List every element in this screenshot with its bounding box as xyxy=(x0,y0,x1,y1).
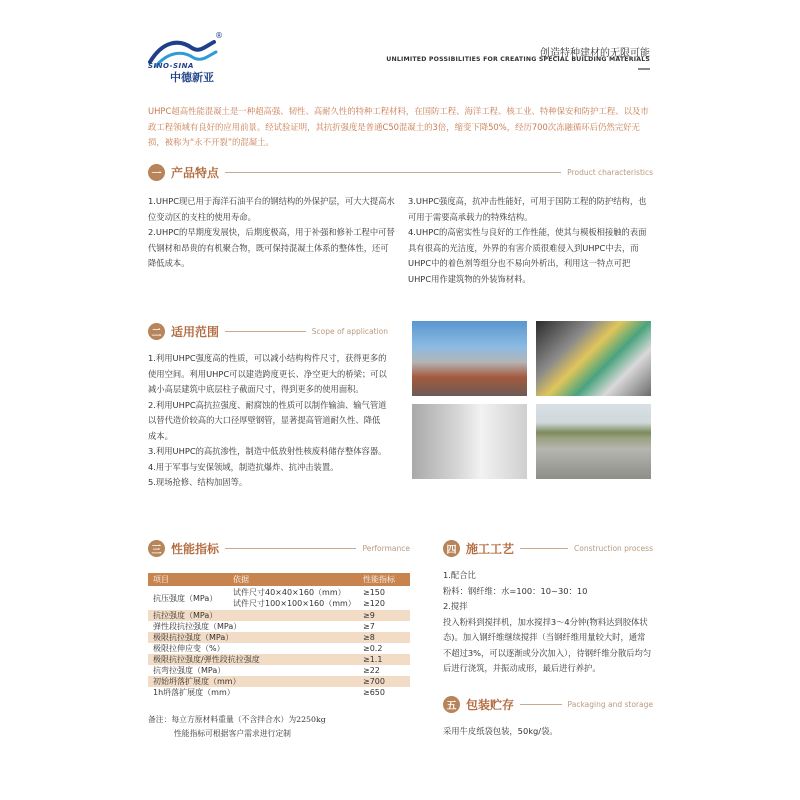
section-heading-performance xyxy=(148,537,410,559)
section-title-en: Performance xyxy=(362,543,410,553)
table-header: 依据 xyxy=(228,573,358,586)
list-item: 5.现场抢修、结构加固等。 xyxy=(148,477,248,487)
slogan-divider xyxy=(638,68,650,70)
table-cell: ≥650 xyxy=(363,688,385,697)
section-number-badge: 四 xyxy=(443,540,460,557)
performance-table xyxy=(148,573,410,698)
section-heading-packaging xyxy=(443,693,653,715)
list-item: 4.UHPC的高密实性与良好的工作性能，使其与模板相接触的表面具有很高的光洁度，外界的有害介质很难侵入到UHPC中去，而UHPC中的着色剂等组分也不易向外析出，利用这一特点可把UHPC用作建筑物的外装饰材料。 xyxy=(408,227,647,284)
section-title: 施工工艺 xyxy=(466,541,515,556)
table-note: 备注：每立方原材料重量（不含拌合水）为2250kg xyxy=(148,715,326,724)
characteristics-left xyxy=(148,194,396,272)
slogan-cn: 创造特种建材的无限可能 xyxy=(540,48,650,59)
table-header: 项目 xyxy=(148,573,228,586)
section-heading-scope xyxy=(148,320,388,342)
table-cell: ≥22 xyxy=(363,666,380,675)
list-item: 2.UHPC的早期度发展快，后期度极高，用于补强和修补工程中可替代钢材和昂贵的有机聚合物，既可保持混凝土体系的整体性，还可降低成本。 xyxy=(148,227,395,268)
table-cell: ≥8 xyxy=(358,632,410,643)
section-title: 包装贮存 xyxy=(466,697,515,712)
table-row xyxy=(148,610,410,621)
value-line: ≥150 xyxy=(363,588,385,597)
section-divider xyxy=(520,704,562,705)
intro-paragraph: UHPC超高性能混凝土是一种超高强、韧性、高耐久性的特种工程材料，在国防工程、海洋工程、核工业、特种保安和防护工程、以及市政工程领域有良好的应用前景。经试验证明，其抗折强度是普通C50混凝土的3倍，缩变下降50%，经历700次冻融循环后仍然完好无损，被称为“永不开裂”的混凝土。 xyxy=(148,106,649,147)
scope-list xyxy=(148,351,388,491)
table-row xyxy=(148,665,410,676)
table-cell: ≥1.1 xyxy=(358,654,410,665)
table-row xyxy=(148,632,410,643)
characteristics-right xyxy=(408,194,653,287)
section-title: 性能指标 xyxy=(171,541,220,556)
section-divider xyxy=(520,548,568,549)
section-heading-construction xyxy=(443,537,653,559)
table-cell: ≥9 xyxy=(358,610,410,621)
bridge-construction-photo xyxy=(412,321,527,396)
table-header: 性能指标 xyxy=(358,573,410,586)
registered-mark: ® xyxy=(215,31,223,40)
table-cell xyxy=(228,586,358,610)
slogan-en: UNLIMITED POSSIBILITIES FOR CREATING SPECIAL BUILDING MATERIALS xyxy=(386,56,650,63)
section-number-badge: 三 xyxy=(148,540,165,557)
table-cell: ≥7 xyxy=(363,622,375,631)
table-cell: 抗压强度（MPa） xyxy=(153,593,218,603)
table-header-row xyxy=(148,573,410,586)
list-item: 2.利用UHPC高抗拉强度、耐腐蚀的性质可以制作输油、输气管道以替代造价较高的大口径厚壁钢管，显著提高管道耐久性、降低成本。 xyxy=(148,399,387,441)
logo-text-cn: 中德新亚 xyxy=(170,71,214,84)
section-divider xyxy=(225,172,561,173)
packaging-text: 采用牛皮纸袋包装，50kg/袋。 xyxy=(443,726,558,736)
list-item: 投入粉料到搅拌机，加水搅拌3～4分钟(物料达到胶体状态)。加入钢纤维继续搅拌（当钢纤维用量较大时，通常不超过3%，可以逐渐或分次加入），待钢纤维分散后均匀后进行浇筑，并振动成形，最后进行养护。 xyxy=(443,616,652,673)
list-item: 3.利用UHPC的高抗渗性，制造中低放射性核废料储存整体容器。 xyxy=(148,446,387,456)
basis-line: 试件尺寸40×40×160（mm） xyxy=(233,588,346,597)
list-item: 3.UHPC强度高，抗冲击性能好，可用于国防工程的防护结构，也可用于需要高承载力的特殊结构。 xyxy=(408,196,647,222)
list-item: 1.利用UHPC强度高的性质，可以减小结构构件尺寸，获得更多的使用空间。利用UHPC可以建造跨度更长、净空更大的桥梁；可以减小高层建筑中底层柱子截面尺寸，得到更多的使用面积。 xyxy=(148,353,387,394)
table-cell: 极限抗拉强度（MPa） xyxy=(148,632,358,643)
table-cell: 极限抗拉强度/弹性段抗拉强度 xyxy=(148,654,358,665)
value-line: ≥120 xyxy=(363,599,385,608)
table-row xyxy=(148,621,410,632)
section-number-badge: 五 xyxy=(443,696,460,713)
table-row xyxy=(148,687,410,698)
table-cell: 1h坍落扩展度（mm） xyxy=(153,688,235,697)
table-cell: 初始坍落扩展度（mm） xyxy=(148,676,358,687)
table-note: 性能指标可根据客户需求进行定制 xyxy=(174,729,291,738)
road-surface-photo xyxy=(536,404,651,479)
table-cell: 抗拉强度（MPa） xyxy=(148,610,358,621)
section-divider xyxy=(225,331,306,332)
table-cell: ≥700 xyxy=(358,676,410,687)
list-item: 4.用于军事与安保领域，制造抗爆炸、抗冲击装置。 xyxy=(148,461,339,472)
staircase-photo xyxy=(412,404,527,479)
section-title-en: Construction process xyxy=(574,543,653,553)
construction-text xyxy=(443,568,653,677)
table-row xyxy=(148,676,410,687)
list-item: 1.配合比 xyxy=(443,570,476,580)
section-title-en: Packaging and storage xyxy=(567,699,653,709)
section-title: 适用范围 xyxy=(171,324,220,339)
table-row xyxy=(148,643,410,654)
list-item: 2.搅拌 xyxy=(443,601,468,611)
list-item: 粉料：钢纤维：水=100：10~30：10 xyxy=(443,585,588,596)
list-item: 1.UHPC现已用于海洋石油平台的钢结构的外保护层，可大大提高水位变动区的支柱的使用寿命。 xyxy=(148,196,395,222)
section-title-en: Scope of application xyxy=(311,326,388,336)
section-heading-characteristics xyxy=(148,161,653,183)
table-cell: 弹性段抗拉强度（MPa） xyxy=(153,622,242,631)
table-cell xyxy=(358,586,410,610)
section-divider xyxy=(225,548,356,549)
section-number-badge: 二 xyxy=(148,323,165,340)
section-title-en: Product characteristics xyxy=(567,167,653,177)
table-cell: 极限拉伸应变（%） xyxy=(153,644,225,653)
basis-line: 试件尺寸100×100×160（mm） xyxy=(233,599,356,608)
section-number-badge: 一 xyxy=(148,164,165,181)
logo-text-en: SINO-SINA xyxy=(148,62,194,70)
architecture-facade-photo xyxy=(536,321,651,396)
table-cell: 抗弯拉强度（MPa） xyxy=(153,666,226,675)
section-title: 产品特点 xyxy=(171,165,220,180)
table-row xyxy=(148,654,410,665)
table-cell: ≥0.2 xyxy=(363,644,383,653)
table-row xyxy=(148,586,410,610)
